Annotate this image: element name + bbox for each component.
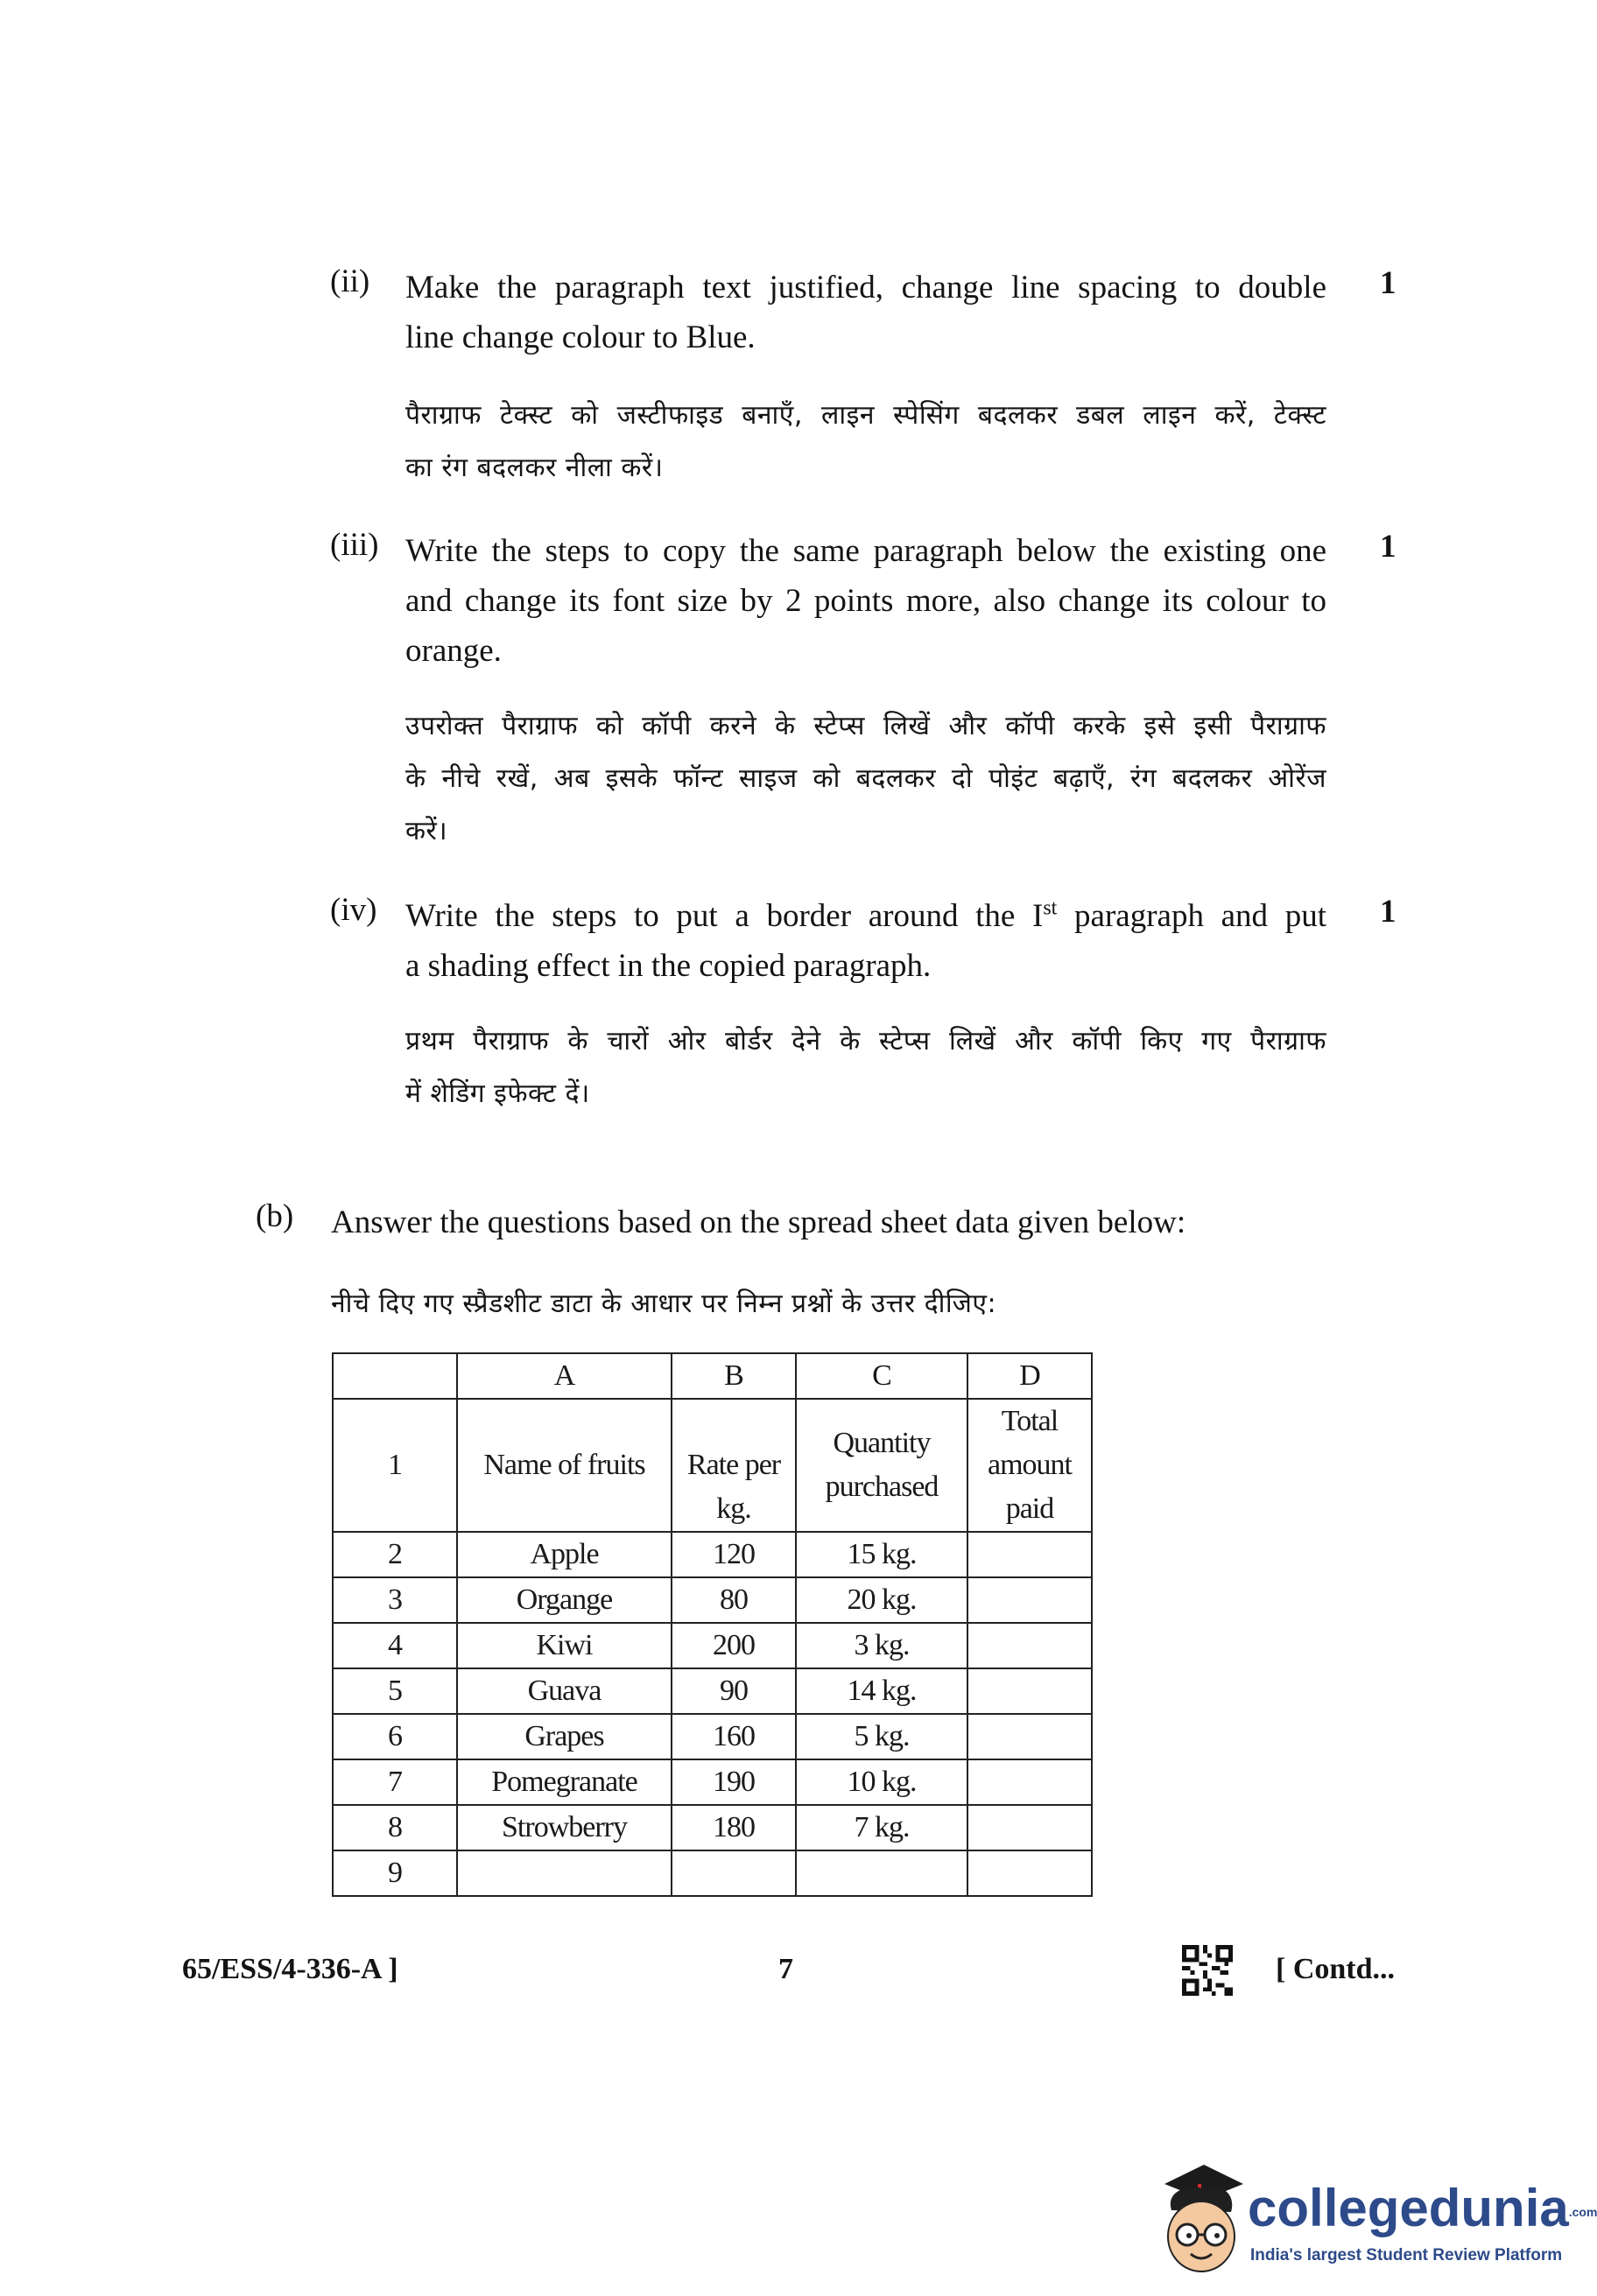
table-cell [967,1668,1092,1714]
text-line: Make the paragraph text justified, change line spacing to double [405,270,1326,305]
table-cell: 80 [672,1577,796,1623]
row-number: 6 [333,1714,457,1759]
part-b-english: Answer the questions based on the spread sheet data given below: [331,1204,1186,1240]
cell-line: Total [1001,1405,1059,1437]
table-cell: 160 [672,1714,796,1759]
question-number-iv: (iv) [330,892,377,928]
text-line: Write the steps to copy the same paragraph below the existing one [405,533,1326,569]
column-header: B [672,1353,796,1399]
row-number: 4 [333,1623,457,1668]
paper-code: 65/ESS/4-336-A ] [182,1953,398,1985]
table-cell [967,1805,1092,1850]
spreadsheet-table [332,1352,1093,1897]
table-cell [967,1759,1092,1805]
cell-line: paid [1005,1492,1054,1525]
text-line: करें। [405,816,448,846]
question-iv-hindi [405,1015,1326,1120]
table-cell: Name of fruits [457,1399,672,1532]
corner-cell [333,1353,457,1399]
question-number-ii: (ii) [330,263,370,299]
cell-line: Rate per [686,1449,781,1481]
table-row [333,1668,1092,1714]
table-row [333,1759,1092,1805]
question-iii-english [405,526,1326,676]
qr-code-icon [1182,1945,1233,1996]
table-cell [967,1850,1092,1896]
row-number: 8 [333,1805,457,1850]
table-row [333,1532,1092,1577]
text-line: line change colour to Blue. [405,319,756,355]
text-segment: Write the steps to put a border around the I [405,898,1044,934]
question-iv-english [405,891,1326,991]
table-cell [672,1850,796,1896]
text-line: पैराग्राफ टेक्स्ट को जस्टीफाइड बनाएँ, लाइन स्पेसिंग बदलकर डबल लाइन करें, टेक्स्ट [405,400,1326,431]
table-cell: 15 kg. [796,1532,967,1577]
mascot-logo-icon [1147,2149,1252,2280]
table-cell: 200 [672,1623,796,1668]
column-header: C [796,1353,967,1399]
column-header-row [333,1353,1092,1399]
part-b-hindi: नीचे दिए गए स्प्रैडशीट डाटा के आधार पर निम्न प्रश्नों के उत्तर दीजिए: [331,1288,997,1319]
table-cell: 10 kg. [796,1759,967,1805]
table-cell [796,1850,967,1896]
table-row [333,1623,1092,1668]
table-cell: Pomegranate [457,1759,672,1805]
table-row [333,1850,1092,1896]
table-cell: 20 kg. [796,1577,967,1623]
table-cell [967,1399,1092,1532]
table-cell [457,1850,672,1896]
row-number: 2 [333,1532,457,1577]
table-cell: 14 kg. [796,1668,967,1714]
table-cell: 90 [672,1668,796,1714]
table-cell [967,1714,1092,1759]
table-cell: Organge [457,1577,672,1623]
table-cell: 5 kg. [796,1714,967,1759]
text-line: orange. [405,633,502,669]
table-cell [967,1532,1092,1577]
row-number: 9 [333,1850,457,1896]
table-cell: 190 [672,1759,796,1805]
cell-line: Quantity [833,1427,931,1459]
table-cell [967,1577,1092,1623]
cell-line: purchased [825,1471,939,1503]
question-number-iii: (iii) [330,527,379,563]
table-row [333,1399,1092,1532]
column-header: A [457,1353,672,1399]
question-iii-hindi [405,700,1326,858]
table-cell [672,1399,796,1532]
table-row [333,1714,1092,1759]
page-number: 7 [778,1953,793,1985]
table-cell: 7 kg. [796,1805,967,1850]
row-number: 5 [333,1668,457,1714]
question-ii-english [405,263,1326,362]
brand-name: collegedunia [1248,2179,1569,2237]
text-line: उपरोक्त पैराग्राफ को कॉपी करने के स्टेप्स लिखें और कॉपी करके इसे इसी पैराग्राफ [405,711,1326,741]
cell-line: amount [988,1449,1072,1481]
marks-ii: 1 [1380,265,1396,301]
text-line: में शेडिंग इफेक्ट दें। [405,1078,590,1109]
question-ii-hindi [405,390,1326,495]
table-cell: 3 kg. [796,1623,967,1668]
table-row [333,1805,1092,1850]
text-line: प्रथम पैराग्राफ के चारों ओर बोर्डर देने के स्टेप्स लिखें और कॉपी किए गए पैराग्राफ [405,1026,1326,1057]
marks-iii: 1 [1380,529,1396,565]
superscript: st [1043,896,1058,920]
table-cell [967,1623,1092,1668]
text-line: a shading effect in the copied paragraph. [405,948,932,984]
column-header: D [967,1353,1092,1399]
table-cell: Kiwi [457,1623,672,1668]
brand-domain: .com [1568,2205,1597,2220]
text-line: and change its font size by 2 points more, also change its colour to [405,583,1326,619]
table-cell: 120 [672,1532,796,1577]
table-cell: Strowberry [457,1805,672,1850]
brand-logo-text [1248,2178,1597,2238]
row-number: 1 [333,1399,457,1532]
continued-label: [ Contd... [1276,1953,1396,1985]
table-cell: Guava [457,1668,672,1714]
cell-line: kg. [716,1492,751,1525]
row-number: 3 [333,1577,457,1623]
text-segment: paragraph and put [1057,898,1326,934]
text-line: का रंग बदलकर नीला करें। [405,453,664,483]
table-cell: 180 [672,1805,796,1850]
table-cell: Grapes [457,1714,672,1759]
table-row [333,1577,1092,1623]
marks-iv: 1 [1380,894,1396,930]
table-cell: Apple [457,1532,672,1577]
part-b-label: (b) [256,1198,294,1234]
brand-tagline: India's largest Student Review Platform [1250,2246,1563,2264]
row-number: 7 [333,1759,457,1805]
text-line: के नीचे रखें, अब इसके फॉन्ट साइज को बदलकर दो पोइंट बढ़ाएँ, रंग बदलकर ओरेंज [405,763,1326,794]
table-cell [796,1399,967,1532]
text-line [405,891,1326,941]
